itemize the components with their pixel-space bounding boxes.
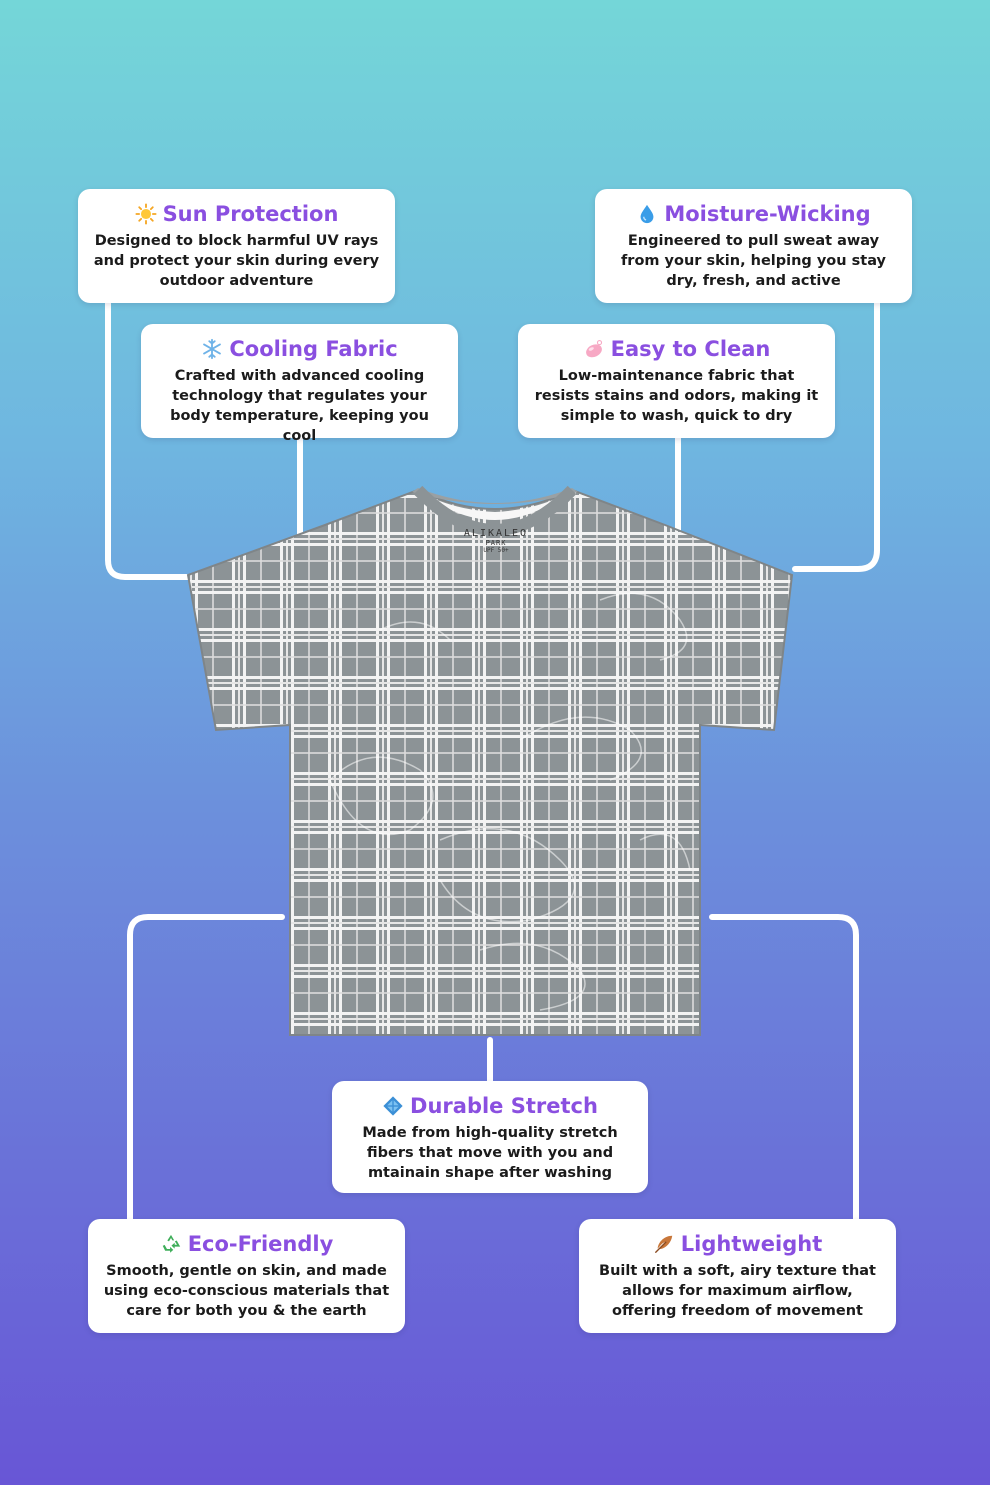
eco-friendly-text: Smooth, gentle on skin, and made using eco-conscious materials that care for both you & the earth (103, 1263, 390, 1319)
feather-icon (653, 1233, 675, 1255)
soap-icon (583, 338, 605, 360)
lightweight-title-row (593, 1231, 882, 1257)
sun-icon (135, 203, 157, 225)
snowflake-icon (201, 338, 223, 360)
moisture-wicking-title-row (609, 201, 898, 227)
eco-friendly-title: Eco-Friendly (187, 1232, 334, 1256)
water-drop-icon (636, 203, 658, 225)
easy-to-clean-title-row (532, 336, 821, 362)
sun-protection-title: Sun Protection (162, 202, 339, 226)
sun-protection-title-row (92, 201, 381, 227)
eco-friendly-title-row (102, 1231, 391, 1257)
moisture-wicking-text: Engineered to pull sweat away from your skin, helping you stay dry, fresh, and active (620, 233, 886, 289)
lightweight-text: Built with a soft, airy texture that allows for maximum airflow, offering freedom of movement (599, 1263, 876, 1319)
recycle-icon (160, 1233, 182, 1255)
label-small: UPF 50+ (483, 547, 509, 554)
lightweight-card (579, 1219, 896, 1333)
cooling-fabric-title-row (155, 336, 444, 362)
lightweight-title: Lightweight (680, 1232, 823, 1256)
durable-stretch-card (332, 1081, 648, 1193)
cooling-fabric-text: Crafted with advanced cooling technology that regulates your body temperature, keeping you cool (170, 368, 429, 444)
durable-stretch-text: Made from high-quality stretch fibers that move with you and mtainain shape after washing (362, 1125, 618, 1181)
label-line: PARK (485, 539, 507, 547)
label-brand: ALIKALEO (463, 528, 529, 539)
durable-stretch-title: Durable Stretch (410, 1094, 598, 1118)
cooling-fabric-card (141, 324, 458, 444)
easy-to-clean-title: Easy to Clean (610, 337, 771, 361)
easy-to-clean-text: Low-maintenance fabric that resists stains and odors, making it simple to wash, quick to dry (534, 368, 819, 424)
sun-protection-card (78, 189, 395, 303)
easy-to-clean-card (518, 324, 835, 438)
product-tshirt (180, 480, 810, 1045)
eco-friendly-card (88, 1219, 405, 1333)
moisture-wicking-card (595, 189, 912, 303)
diamond-shape-icon (382, 1095, 404, 1117)
sun-protection-text: Designed to block harmful UV rays and protect your skin during every outdoor adventure (93, 233, 380, 289)
moisture-wicking-title: Moisture-Wicking (664, 202, 871, 226)
shirt-label (452, 528, 540, 554)
durable-stretch-title-row (346, 1093, 634, 1119)
cooling-fabric-title: Cooling Fabric (229, 337, 398, 361)
